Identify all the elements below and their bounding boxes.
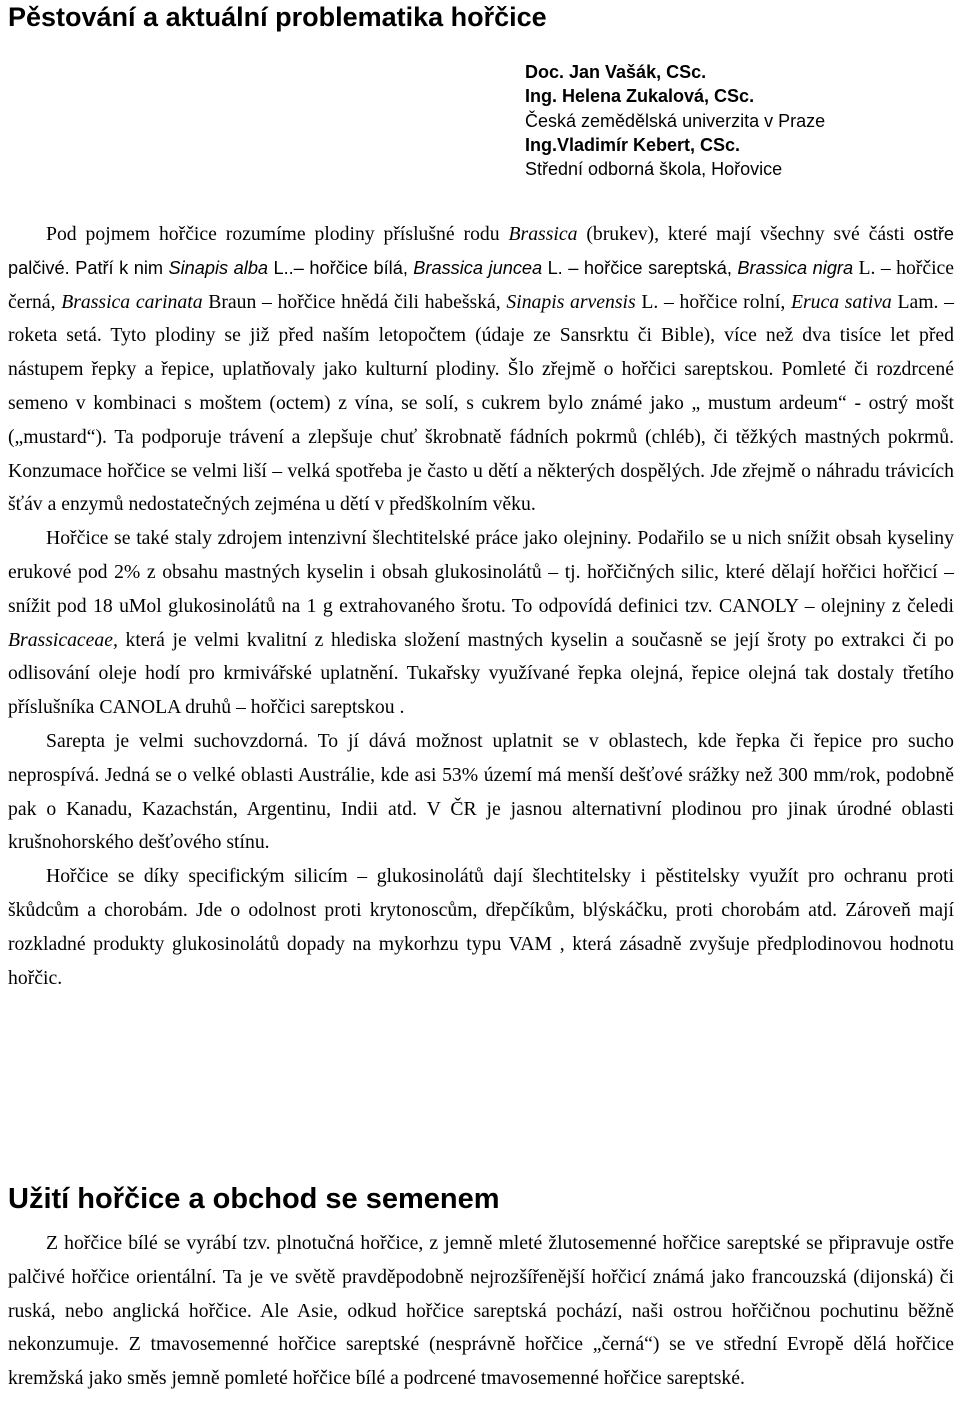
document-title: Pěstování a aktuální problematika hořčice <box>8 2 547 32</box>
author-name: Ing. Helena Zukalová, CSc. <box>525 86 755 107</box>
author-name: Ing.Vladimír Kebert, CSc. <box>525 134 741 155</box>
paragraph-breeding: Hořčice se také staly zdrojem intenzivní šlechtitelské práce jako olejniny. Podařilo se u nich snížit obsah kyseliny erukové pod 2% z obsahu mastných kyselin i obsah glukosinolátů – tj. hořčičných silic, které dělají hořčici hořčicí – snížit pod 18 uMol glukosinolátů na 1 g extrahovaného šrotu. To odpovídá definici tzv. CANOLY – olejniny z čeledi Brassicaceae, která je velmi kvalitní z hlediska složení mastných kyselin a současně se její šroty po extrakci či po odlisování oleje hodí pro krmivářské uplatnění. Tukařsky využívané řepka olejná, řepice olejná tak dostaly třetího příslušníka CANOLA druhů – hořčici sareptskou . <box>8 527 955 719</box>
section-text <box>8 1227 954 1396</box>
paragraph-protection: Hořčice se díky specifickým silicím – glukosinolátů dají šlechtitelsky i pěstitelsky využít pro ochranu proti škůdcům a chorobám. Jde o odolnost proti krytonoscům, dřepčíkům, blýskáčku, proti chorobám atd. Zároveň mají rozkladné produkty glukosinolátů dopady na mykorhzu typu VAM , která zásadně zvyšuje předplodinovou hodnotu hořčic. <box>8 865 954 989</box>
main-text <box>8 218 954 995</box>
author-affiliation: Česká zemědělská univerzita v Praze <box>525 110 826 131</box>
section-heading: Užití hořčice a obchod se semenem <box>8 1183 500 1215</box>
author-name: Doc. Jan Vašák, CSc. <box>525 62 707 82</box>
author-block <box>525 60 825 181</box>
paragraph-sarepta: Sarepta je velmi suchovzdorná. To jí dává možnost uplatnit se v oblastech, kde řepka či řepice pro sucho neprospívá. Jedná se o velké oblasti Austrálie, kde asi 53% území má menší dešťové srážky než 300 mm/rok, podobně pak o Kanadu, Kazachstán, Argentinu, Indii atd. V ČR je jasnou alternativní plodinou pro jinak úrodné oblasti krušnohorského dešťového stínu. <box>8 729 954 854</box>
paragraph-usage: Z hořčice bílé se vyrábí tzv. plnotučná hořčice, z jemně mleté žlutosemenné hořčice sareptské se připravuje ostře palčivé hořčice orientální. Ta je ve světě pravděpodobně nejrozšířenější hořčicí známá jako francouzská (dijonská) či ruská, nebo anglická hořčice. Ale Asie, odkud hořčice sareptská pochází, naši ostrou hořčičnou pochutinu běžně nekonzumuje. Z tmavosemenné hořčice sareptské (nesprávně hořčice „černá“) se ve střední Evropě dělá hořčice kremžská jako směs jemně pomleté hořčice bílé a podrcené tmavosemenné hořčice sareptské. <box>8 1232 954 1390</box>
paragraph-intro: Pod pojmem hořčice rozumíme plodiny příslušné rodu Brassica (brukev), které mají všechny své části ostře palčivé. Patří k nim Sinapis alba L..– hořčice bílá, Brassica juncea L. – hořčice sareptská, Brassica nigra L. – hořčice černá, Brassica carinata Braun – hořčice hnědá čili habešská, Sinapis arvensis L. – hořčice rolní, Eruca sativa Lam. – roketa setá. Tyto plodiny se již před naším letopočtem (údaje ze Sansrktu či Bible), více než dva tisíce let před nástupem řepky a řepice, uplatňovaly jako kulturní plodiny. Šlo zřejmě o hořčici sareptskou. Pomleté či rozdrcené semeno v kombinaci s moštem (octem) z vína, se solí, s cukrem bylo známé jako „ mustum ardeum“ - ostrý mošt („mustard“). Ta podporuje trávení a zlepšuje chuť škrobnatě fádních pokrmů (chléb), či těžkých mastných pokrmů. Konzumace hořčice se velmi liší – velká spotřeba je často u dětí a některých dospělých. Jde zřejmě o náhradu trávicích šťáv a enzymů nedostatečných zejména u dětí v předškolním věku. <box>8 223 955 516</box>
author-affiliation: Střední odborná škola, Hořovice <box>525 159 783 180</box>
